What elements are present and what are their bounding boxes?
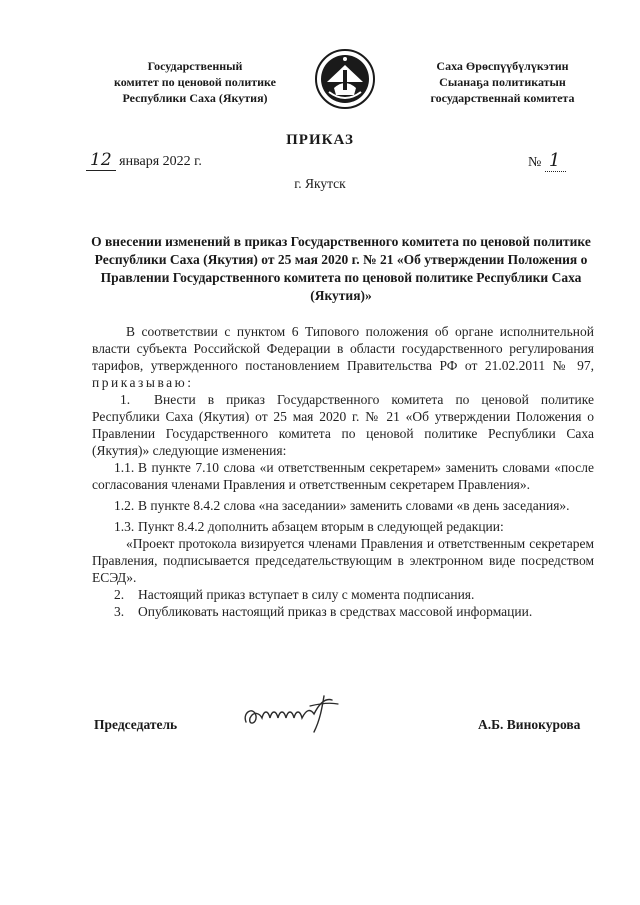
item-1-2-number: 1.2. bbox=[114, 498, 135, 513]
signatory-role: Председатель bbox=[94, 717, 178, 732]
item-1-1-text: В пункте 7.10 слова «и ответственным секретарем» заменить словами «после согласования членами Правления и ответственным секретарем Правления». bbox=[92, 460, 594, 492]
header-org-right bbox=[395, 58, 610, 106]
document-body bbox=[92, 323, 594, 620]
org-right-line-3: государственнай комитета bbox=[430, 91, 575, 105]
item-2-number: 2. bbox=[114, 587, 125, 602]
header-org-left bbox=[80, 58, 310, 106]
date-month-year: января 2022 г. bbox=[119, 154, 202, 169]
number-prefix: № bbox=[528, 155, 542, 170]
document-city: г. Якутск bbox=[294, 176, 346, 191]
org-right-line-2: Сыанаҕа политикатын bbox=[439, 75, 566, 89]
item-1-3 bbox=[92, 518, 594, 535]
item-2 bbox=[92, 586, 594, 603]
item-1-1-number: 1.1. bbox=[114, 460, 135, 475]
item-1-text: Внести в приказ Государственного комитета по ценовой политике Республики Саха (Якутия) от 25 мая 2020 г. № 21 «Об утверждении Положения о Правлении Государственного комитета по ценовой политике Республики Саха (Якутия)» следующие изменения: bbox=[92, 392, 594, 458]
item-1-1 bbox=[92, 459, 594, 493]
org-right-line-1: Саха Өрөспүүбүлүкэтин bbox=[436, 59, 569, 73]
item-3 bbox=[92, 603, 594, 620]
item-1-3-quote: «Проект протокола визируется членами Правления и ответственным секретарем Правления, подписывается председательствующим в электронном виде посредством ЕСЭД». bbox=[92, 536, 594, 585]
document-date bbox=[86, 150, 202, 170]
handwritten-number: 1 bbox=[545, 150, 566, 172]
item-1-3-text: Пункт 8.4.2 дополнить абзацем вторым в следующей редакции: bbox=[138, 519, 504, 534]
document-number bbox=[528, 150, 566, 171]
document-type-title: ПРИКАЗ bbox=[286, 132, 354, 148]
handwritten-signature bbox=[240, 692, 360, 738]
item-3-number: 3. bbox=[114, 604, 125, 619]
item-1-2 bbox=[92, 497, 594, 514]
item-1-number: 1. bbox=[120, 392, 131, 407]
document-subject: О внесении изменений в приказ Государственного комитета по ценовой политике Республики Саха (Якутия) от 25 мая 2020 г. № 21 «Об утверждении Положения о Правлении Государственного комитета по ценовой политике Республики Саха (Якутия)» bbox=[91, 234, 591, 303]
org-left-line-2: комитет по ценовой политике bbox=[114, 75, 276, 89]
item-2-text: Настоящий приказ вступает в силу с момента подписания. bbox=[138, 587, 475, 602]
item-3-text: Опубликовать настоящий приказ в средствах массовой информации. bbox=[138, 604, 533, 619]
org-left-line-3: Республики Саха (Якутия) bbox=[122, 91, 268, 105]
org-left-line-1: Государственный bbox=[147, 59, 243, 73]
preamble-paragraph bbox=[92, 323, 594, 391]
handwritten-date-day: 12 bbox=[86, 150, 116, 171]
preamble-text: В соответствии с пунктом 6 Типового положения об органе исполнительной власти субъекта Российской Федерации в области государственного регулирования тарифов, утвержденного постановлением Правительства РФ от 21.02.2011 № 97, bbox=[92, 324, 594, 373]
item-1-3-number: 1.3. bbox=[114, 519, 135, 534]
preamble-order-word: приказываю: bbox=[92, 375, 194, 390]
signatory-name: А.Б. Винокурова bbox=[478, 717, 581, 732]
item-1 bbox=[92, 391, 594, 459]
coat-of-arms-icon bbox=[314, 48, 376, 110]
item-1-2-text: В пункте 8.4.2 слова «на заседании» заменить словами «в день заседания». bbox=[138, 498, 570, 513]
